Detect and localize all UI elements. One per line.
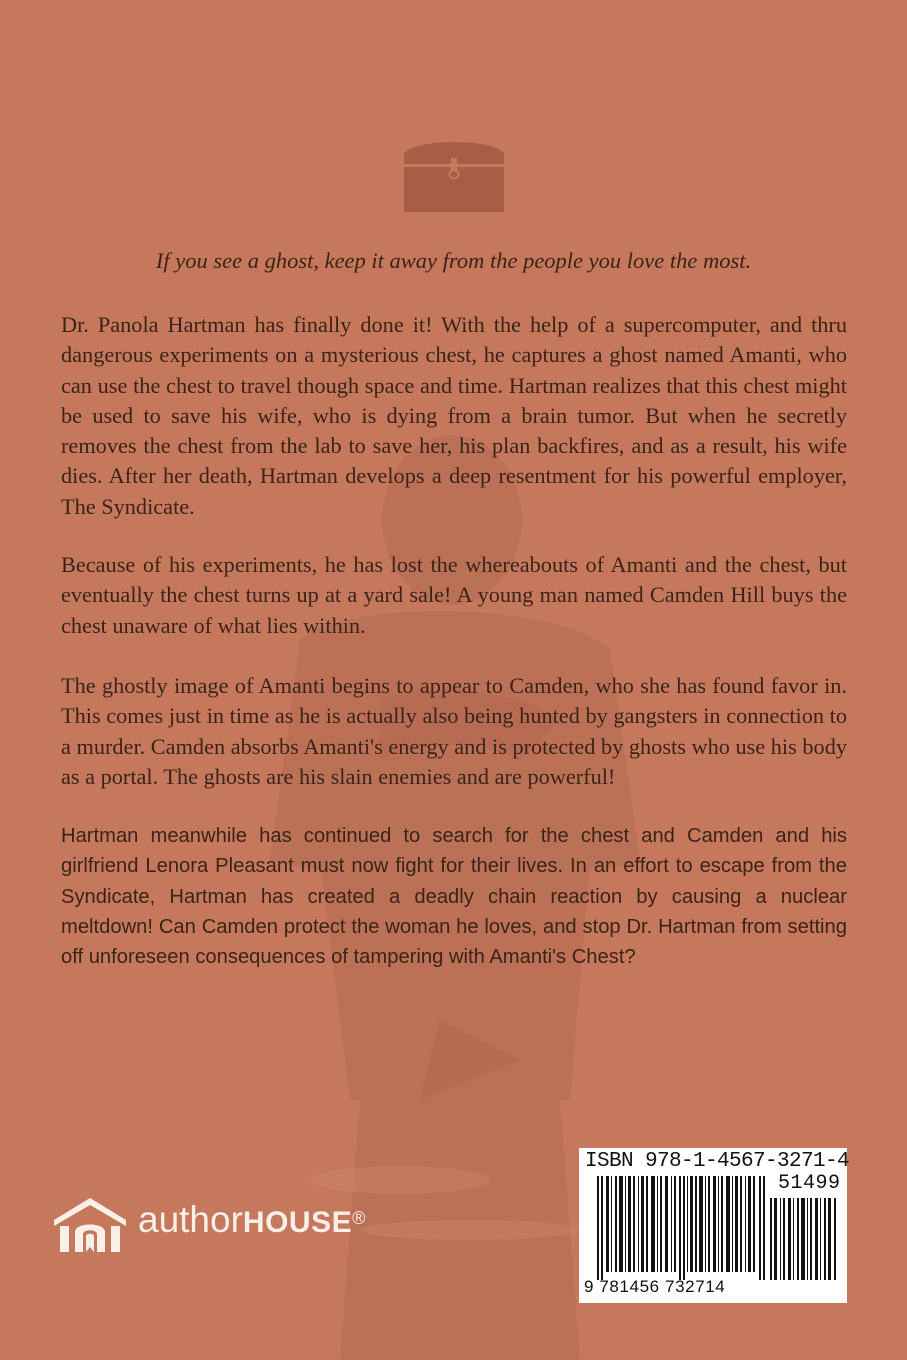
- publisher-name: [138, 1198, 365, 1245]
- authorhouse-house-logo: [52, 1196, 128, 1254]
- registered-mark: ®: [352, 1208, 366, 1228]
- publisher-logo: [52, 1196, 392, 1256]
- price-barcode-bars: [770, 1198, 840, 1280]
- isbn-number: ISBN 978-1-4567-3271-4: [585, 1150, 850, 1173]
- isbn-barcode: [579, 1148, 850, 1303]
- description-paragraph-1: Dr. Panola Hartman has finally done it! With the help of a supercomputer, and thru dangerous experiments on a mysterious chest, he captures a ghost named Amanti, who can use the chest to travel though space and time. Hartman realizes that this chest might be used to save his wife, who is dying from a brain tumor. But when he secretly removes the chest from the lab to save her, his plan backfires, and as a result, his wife dies. After her death, Hartman develops a deep resentment for his powerful employer, The Syndicate.: [61, 312, 847, 519]
- treasure-chest-icon: [402, 136, 506, 212]
- publisher-name-light: author: [138, 1199, 243, 1240]
- barcode-digits: 9 781456 732714: [584, 1277, 726, 1296]
- publisher-name-bold: HOUSE: [242, 1206, 353, 1239]
- description-paragraph-4: Hartman meanwhile has continued to search for the chest and Camden and his girlfriend Lenora Pleasant must now fight for their lives. In an effort to escape from the Syndicate, Hartman has created a deadly chain reaction by causing a nuclear meltdown! Can Camden protect the woman he loves, and stop Dr. Hartman from setting off unforeseen consequences of tampering with Amanti's Chest?: [61, 825, 847, 969]
- description-paragraph-2: Because of his experiments, he has lost the whereabouts of Amanti and the chest, but eventually the chest turns up at a yard sale! A young man named Camden Hill buys the chest unaware of what lies within.: [61, 552, 847, 638]
- barcode-bars: [597, 1176, 767, 1280]
- price-code: 51499: [778, 1172, 841, 1195]
- tagline: If you see a ghost, keep it away from the people you love the most.: [155, 248, 752, 273]
- description-paragraph-3: The ghostly image of Amanti begins to appear to Camden, who she has found favor in. This comes just in time as he is actually also being hunted by gangsters in connection to a murder. Camden absorbs Amanti's energy and is protected by ghosts who use his body as a portal. The ghosts are his slain enemies and are powerful!: [61, 673, 847, 789]
